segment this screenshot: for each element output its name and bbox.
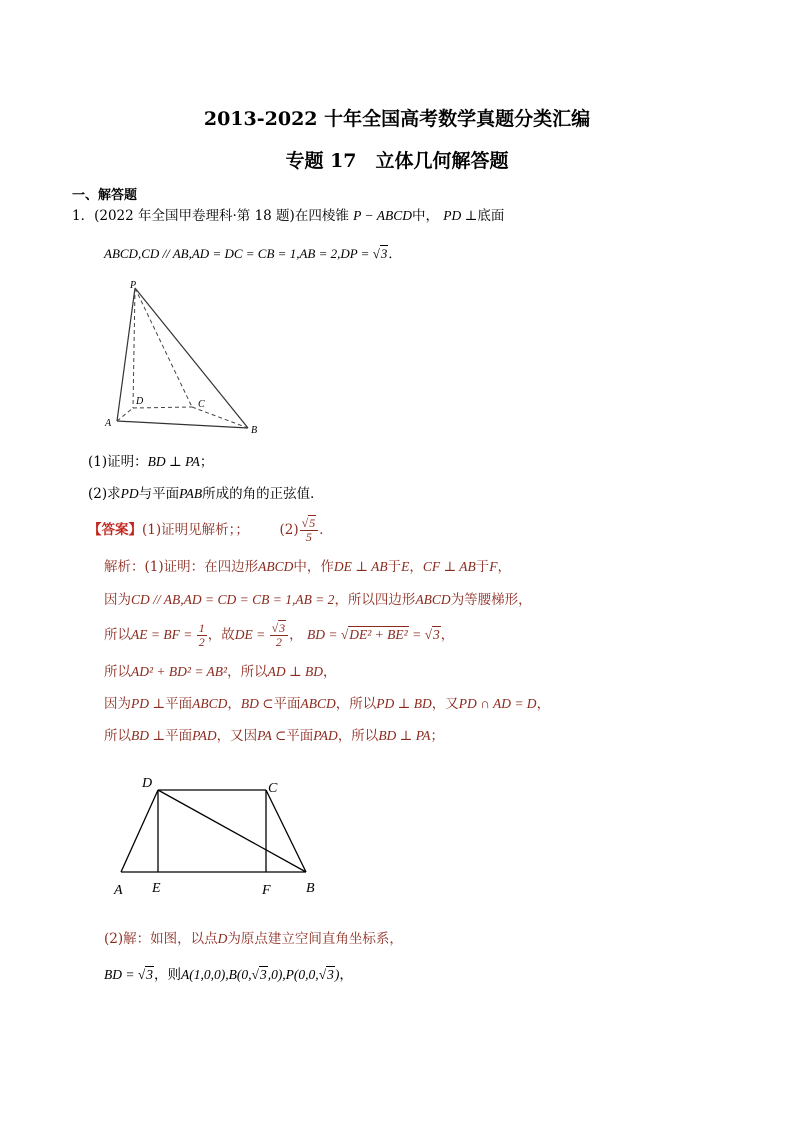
part2-line-1: (2)解：如图，以点D为原点建立空间直角坐标系， [104, 931, 403, 947]
problem-source: (2022 年全国甲卷理科·第 18 题) [94, 208, 295, 224]
section-heading: 一、解答题 [72, 188, 138, 203]
solution-line-6: 所以BD ⊥平面PAD，又因PA ⊂平面PAD，所以BD ⊥ PA； [104, 728, 445, 744]
trapezoid-figure [108, 770, 328, 900]
label-A: A [105, 418, 112, 429]
pyramid-figure [100, 278, 270, 438]
solution-line-1: 解析：(1)证明：在四边形ABCD中，作DE ⊥ AB于E，CF ⊥ AB于F， [104, 559, 512, 575]
answer-tag: 【答案】 [88, 522, 142, 538]
label-D: D [136, 396, 144, 407]
label-C: C [198, 399, 205, 410]
label-B: B [306, 881, 315, 896]
topic-title: 专题 17 立体几何解答题 [285, 150, 509, 172]
document-title: 2013-2022 十年全国高考数学真题分类汇编 [203, 108, 591, 130]
label-D: D [142, 776, 153, 791]
problem-number: 1． [72, 208, 95, 224]
label-B: B [251, 425, 258, 436]
answer-line: 【答案】(1)证明见解析；； (2) $\frac{√5}{5}$ ． [88, 516, 333, 544]
label-C: C [268, 781, 278, 796]
label-A: A [114, 883, 123, 898]
question-1: (1)证明：BD ⊥ PA； [88, 454, 214, 470]
solution-line-3: 所以AE = BF = $\frac{1}{2}$ ，故DE = $\frac{√3}{2}$ ， BD = √DE² + BE² = √3， [104, 621, 455, 649]
label-E: E [152, 881, 161, 896]
solution-line-4: 所以AD² + BD² = AB²，所以AD ⊥ BD， [104, 664, 337, 680]
question-2: (2)求PD与平面PAB所成的角的正弦值． [88, 486, 324, 502]
problem-conditions: ABCD,CD // AB,AD = DC = CB = 1,AB = 2,DP = √3． [104, 246, 402, 262]
solution-line-2: 因为CD // AB,AD = CD = CB = 1,AB = 2，所以四边形ABCD为等腰梯形， [104, 592, 532, 608]
part2-line-2: BD = √3，则A(1,0,0),B(0,√3,0),P(0,0,√3)， [104, 967, 353, 983]
solution-line-5: 因为PD ⊥平面ABCD，BD ⊂平面ABCD，所以PD ⊥ BD，又PD ∩ AD = D， [104, 696, 551, 712]
label-F: F [262, 883, 271, 898]
label-P: P [130, 280, 137, 291]
problem-statement: 1．(2022 年全国甲卷理科·第 18 题)在四棱锥 P − ABCD中， PD ⊥底面 [72, 208, 505, 224]
